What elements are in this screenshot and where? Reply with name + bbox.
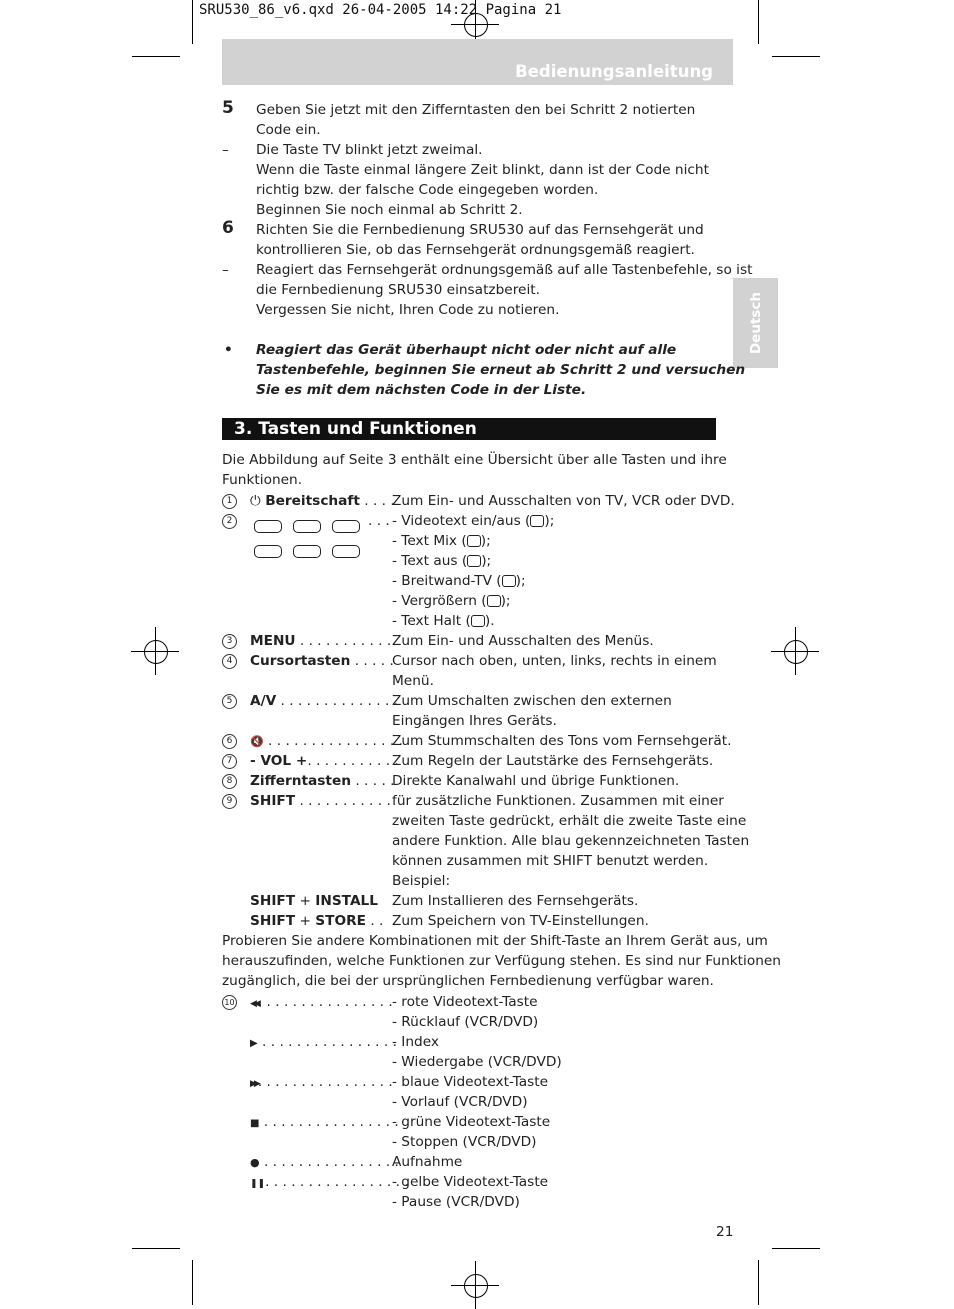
crop-mark — [758, 0, 759, 44]
mute-icon: 🔇 — [250, 735, 264, 748]
step-number: 5 — [222, 98, 234, 118]
item-desc: Zum Ein- und Ausschalten von TV, VCR oder DVD. — [392, 493, 735, 509]
item-desc: Direkte Kanalwahl und übrige Funktionen. — [392, 773, 680, 789]
item-key: ❚❚. . . . . . . . . . . . . . . . . — [250, 1174, 409, 1190]
crop-mark — [192, 1260, 193, 1305]
item-desc: Zum Umschalten zwischen den externen Eingängen Ihres Geräts. — [392, 693, 672, 729]
crop-mark — [772, 1248, 820, 1249]
crop-mark — [192, 0, 193, 44]
stop-icon: ■ — [250, 1118, 260, 1129]
widescreen-icon — [254, 545, 282, 558]
shift-combo: SHIFT + INSTALL — [250, 893, 378, 909]
item-desc: Cursor nach oben, unten, links, rechts in einem Menü. — [392, 653, 717, 689]
item-key: 🔇 . . . . . . . . . . . . . . . . — [250, 733, 403, 749]
item-desc: - gelbe Videotext-Taste - Pause (VCR/DVD) — [392, 1174, 549, 1210]
section-header — [222, 418, 716, 440]
zoom-icon — [293, 545, 321, 558]
item-desc: Zum Stummschalten des Tons vom Fernsehgerät. — [392, 733, 732, 749]
item-key: ⏻ Bereitschaft . . . . — [250, 493, 395, 509]
dash: – — [222, 262, 229, 278]
page-number: 21 — [716, 1224, 734, 1240]
shift-combo: SHIFT + STORE . . — [250, 913, 384, 929]
item-key: ▶▶. . . . . . . . . . . . . . . . — [250, 1074, 393, 1090]
item-number: 10 — [222, 992, 237, 1012]
item-key: Cursortasten . . . . . — [250, 653, 394, 669]
play-icon: ▶ — [250, 1038, 258, 1049]
crop-mark — [758, 1260, 759, 1305]
text-off-icon — [467, 555, 481, 567]
crop-mark — [132, 56, 180, 57]
pause-icon: ❚❚ — [250, 1179, 266, 1189]
zoom-icon — [487, 595, 501, 607]
text-hold-icon — [471, 615, 485, 627]
item-key: A/V . . . . . . . . . . . . . . — [250, 693, 399, 709]
registration-mark — [451, 1261, 499, 1309]
step-result: Reagiert das Fernsehgerät ordnungsgemäß auf alle Tastenbefehle, so ist die Fernbedienung SRU530 einsatzbereit. Vergessen Sie nicht, Ihren Code zu notieren. — [256, 262, 753, 318]
fast-forward-icon: ▶▶ — [250, 1079, 258, 1089]
header-band — [222, 39, 733, 85]
item-key: ◀◀. . . . . . . . . . . . . . . . — [250, 994, 393, 1010]
dash: – — [222, 142, 229, 158]
text-off-icon — [332, 520, 360, 533]
registration-mark — [771, 627, 819, 675]
item-desc: - Videotext ein/aus ( ); - Text Mix ( ); - Text aus ( ); - Breitwand-TV ( ); - Vergrößern ( ); - Text Halt ( ). — [392, 513, 555, 629]
item-key: MENU . . . . . . . . . . . — [250, 633, 392, 649]
intro-text: Die Abbildung auf Seite 3 enthält eine Übersicht über alle Tasten und ihre Funktionen. — [222, 452, 727, 488]
text-mix-icon — [293, 520, 321, 533]
item-desc: - Index - Wiedergabe (VCR/DVD) — [392, 1034, 562, 1070]
item-number: 6 — [222, 731, 237, 751]
item-desc: Zum Installieren des Fernsehgeräts. — [392, 893, 639, 909]
item-number: 8 — [222, 771, 237, 791]
text-hold-icon — [332, 545, 360, 558]
rewind-icon: ◀◀ — [250, 999, 258, 1009]
item-number: 4 — [222, 651, 237, 671]
registration-mark — [131, 627, 179, 675]
item-desc: Aufnahme — [392, 1154, 463, 1170]
item-key: Zifferntasten . . . . . — [250, 773, 395, 789]
item-desc: für zusätzliche Funktionen. Zusammen mit einer zweiten Taste gedrückt, erhält die zweite Taste eine andere Funktion. Alle blau gekennzeichneten Tasten können zusammen mit SHIFT benutzt werden. Beispiel: — [392, 793, 750, 889]
step-result: Die Taste TV blinkt jetzt zweimal. Wenn die Taste einmal längere Zeit blinkt, dann ist der Code nicht richtig bzw. der falsche Code eingegeben worden. Beginnen Sie noch einmal ab Schritt 2. — [256, 142, 709, 218]
step-text: Geben Sie jetzt mit den Zifferntasten den bei Schritt 2 notierten Code ein. — [256, 102, 696, 138]
item-desc: Zum Speichern von TV-Einstellungen. — [392, 913, 649, 929]
teletext-on-icon — [254, 520, 282, 533]
crop-mark — [772, 56, 820, 57]
item-key: ▶ . . . . . . . . . . . . . . . . — [250, 1034, 397, 1050]
item-key: ■ . . . . . . . . . . . . . . . . — [250, 1114, 399, 1130]
widescreen-icon — [502, 575, 516, 587]
item-number: 3 — [222, 631, 237, 651]
teletext-on-icon — [530, 515, 544, 527]
item-number: 2 — [222, 511, 237, 531]
text-mix-icon — [467, 535, 481, 547]
teletext-keys — [254, 516, 366, 560]
item-desc: Zum Ein- und Ausschalten des Menüs. — [392, 633, 654, 649]
power-icon: ⏻ — [250, 493, 261, 509]
item-desc: - rote Videotext-Taste - Rücklauf (VCR/DVD) — [392, 994, 539, 1030]
item-number: 7 — [222, 751, 237, 771]
leader: . . . — [368, 513, 390, 529]
section-title: 3. Tasten und Funktionen — [234, 419, 477, 439]
language-tab-label: Deutsch — [747, 291, 764, 355]
item-number: 5 — [222, 691, 237, 711]
item-desc: - grüne Videotext-Taste - Stoppen (VCR/DVD) — [392, 1114, 551, 1150]
item-desc: Zum Regeln der Lautstärke des Fernsehgeräts. — [392, 753, 714, 769]
bullet: • — [224, 342, 233, 358]
item-number: 9 — [222, 791, 237, 811]
crop-mark — [132, 1248, 180, 1249]
step-number: 6 — [222, 218, 234, 238]
item-key: SHIFT . . . . . . . . . . . — [250, 793, 391, 809]
item-desc: - blaue Videotext-Taste - Vorlauf (VCR/DVD) — [392, 1074, 549, 1110]
header-title: Bedienungsanleitung — [515, 62, 713, 81]
item-number: 1 — [222, 491, 237, 511]
step-text: Richten Sie die Fernbedienung SRU530 auf das Fernsehgerät und kontrollieren Sie, ob das Fernsehgerät ordnungsgemäß reagiert. — [256, 222, 704, 258]
item-key: ● . . . . . . . . . . . . . . . . — [250, 1154, 399, 1170]
note-text: Reagiert das Gerät überhaupt nicht oder nicht auf alle Tastenbefehle, beginnen Sie erneut ab Schritt 2 und versuchen Sie es mit dem nächsten Code in der Liste. — [256, 342, 746, 398]
item-key: - VOL +. . . . . . . . . . . — [250, 753, 399, 769]
shift-paragraph: Probieren Sie andere Kombinationen mit der Shift-Taste an Ihrem Gerät aus, um herauszufinden, welche Funktionen zur Verfügung stehen. Es sind nur Funktionen zugänglich, die bei der ursprünglichen Fernbedienung verfügbar waren. — [222, 933, 781, 989]
print-header: SRU530_86_v6.qxd 26-04-2005 14:22 Pagina 21 — [199, 2, 562, 18]
record-icon: ● — [250, 1156, 260, 1169]
